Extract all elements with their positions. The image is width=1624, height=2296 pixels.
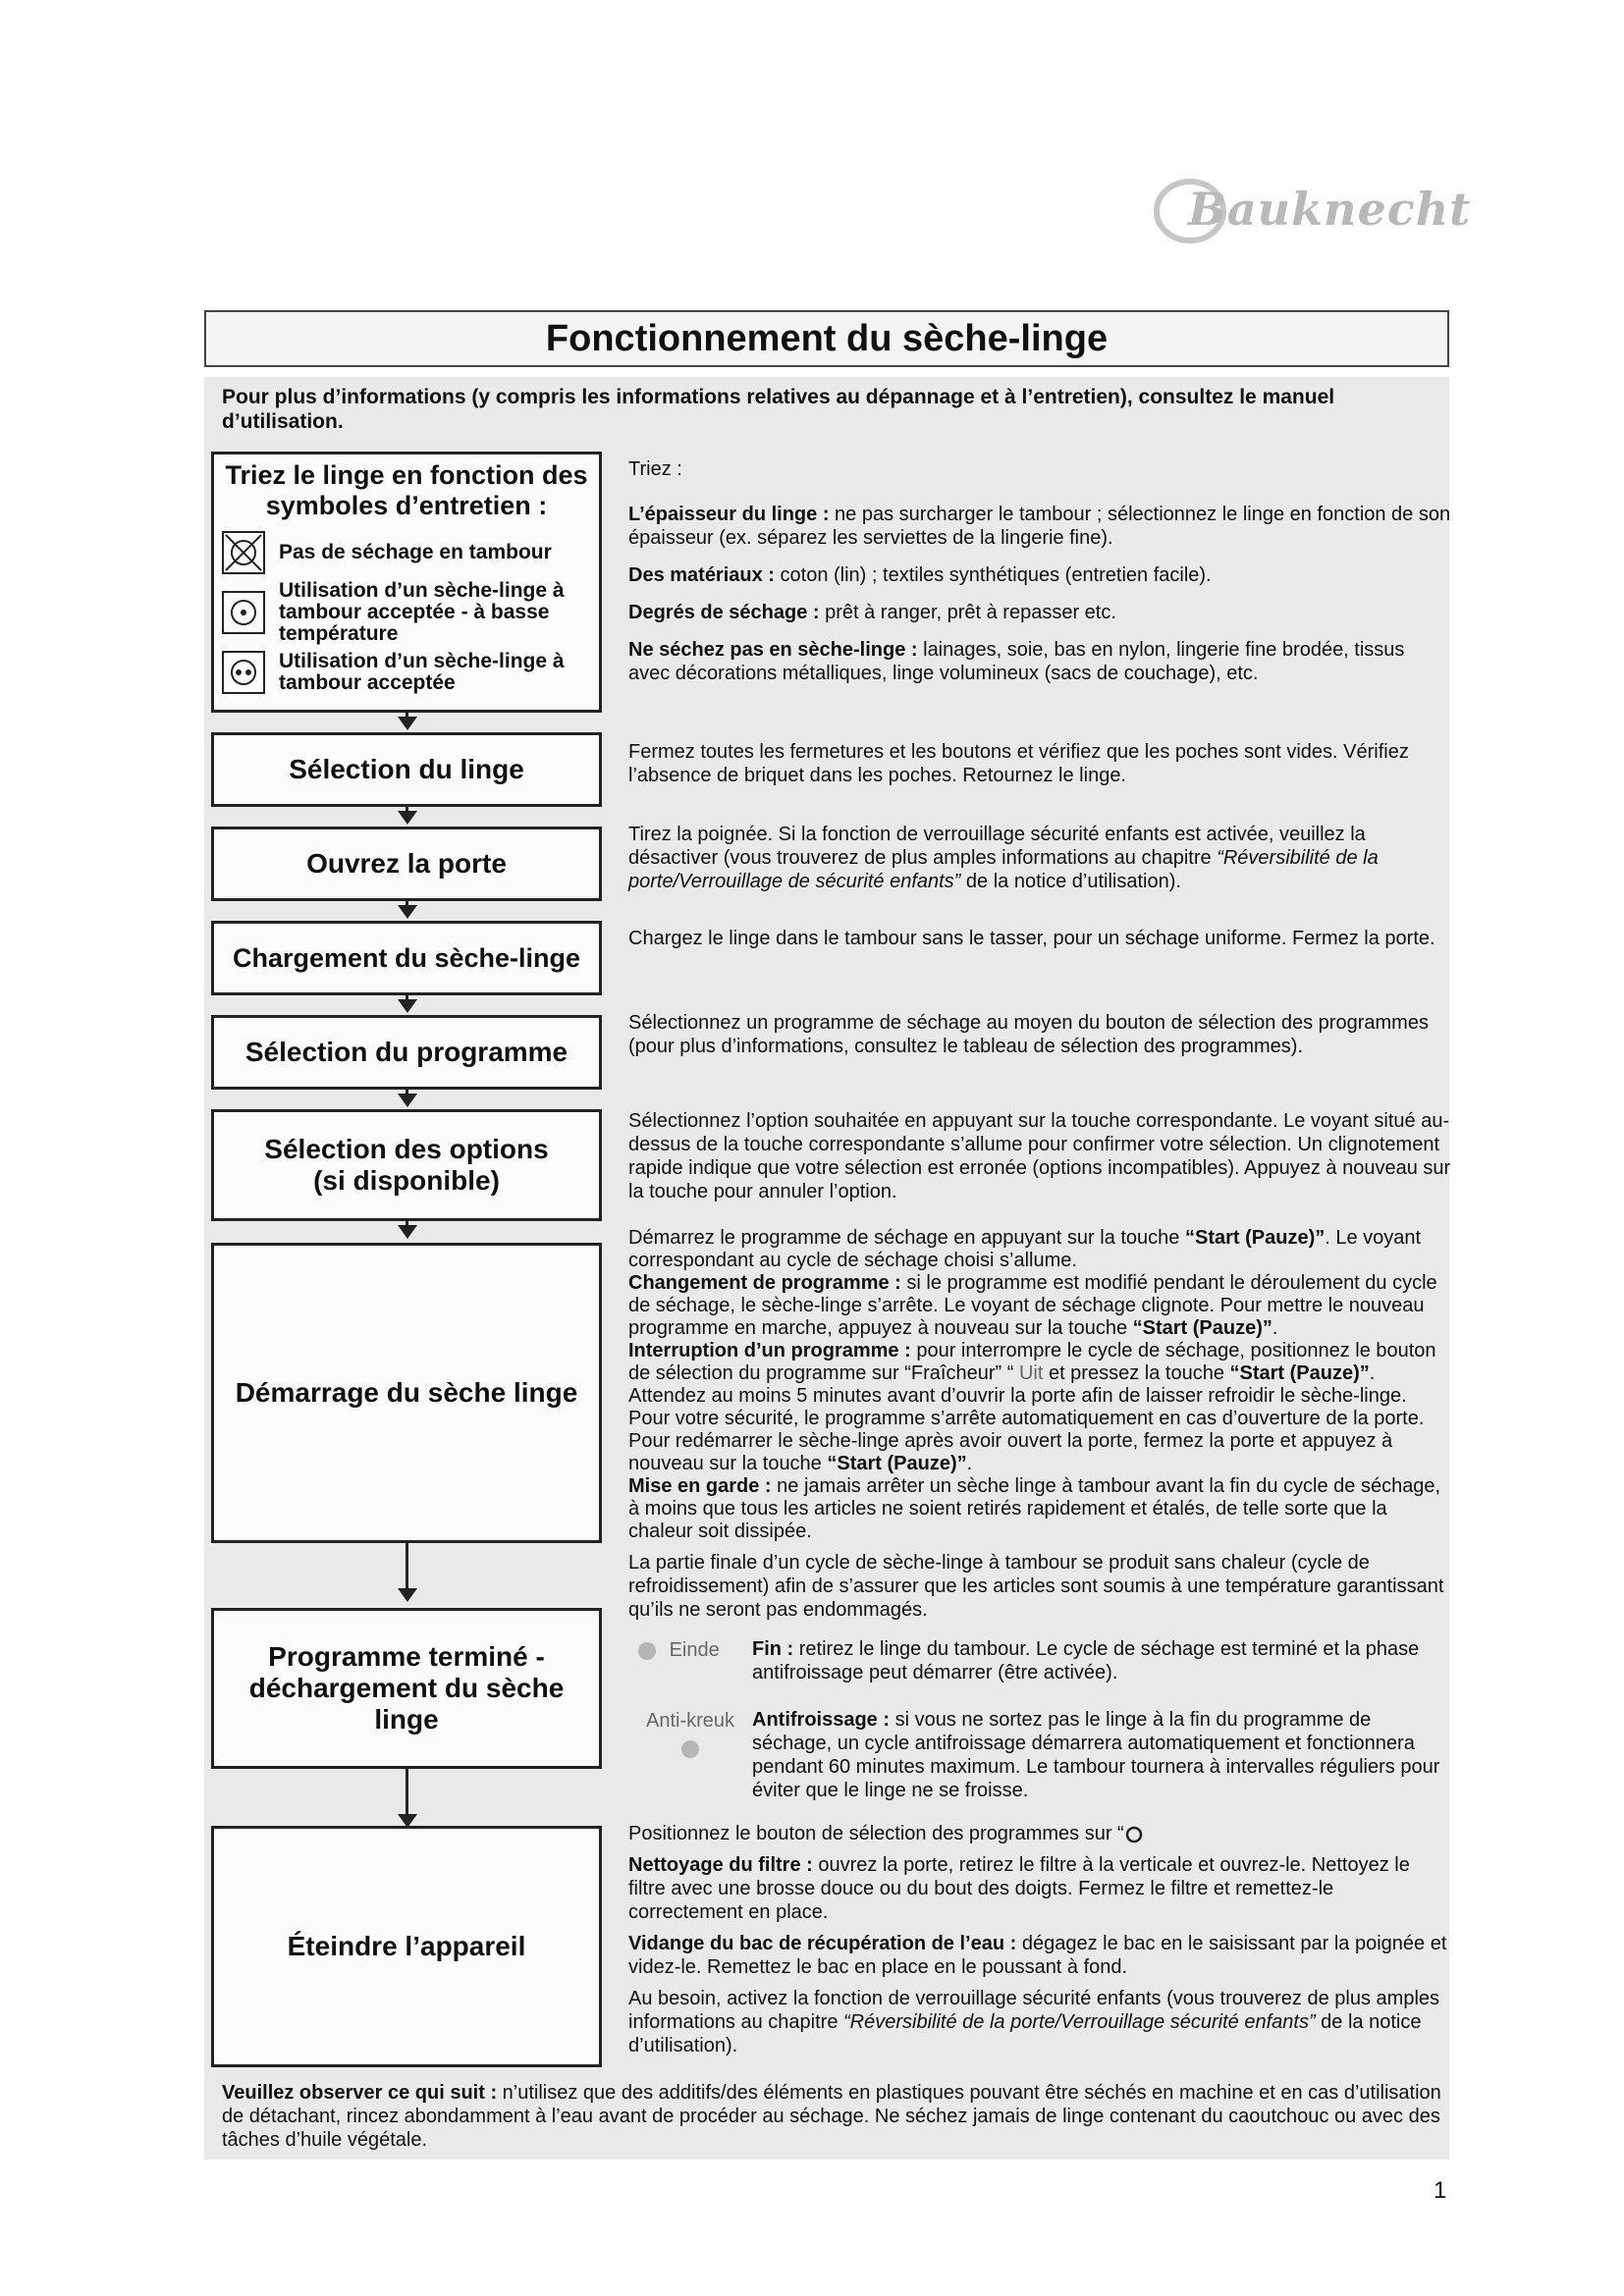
sort-degrees: Degrés de séchage : prêt à ranger, prêt à repasser etc.	[628, 602, 1116, 623]
symbol-row-low-temp	[222, 580, 591, 645]
sort-materials: Des matériaux : coton (lin) ; textiles synthétiques (entretien facile).	[628, 564, 1212, 586]
desc-demarrage-change: Changement de programme : si le programme est modifié pendant le déroulement du cycle de séchage, le sèche-linge s’arrête. Le voyant de séchage clignote. Pour mettre le nouveau programme en marche, appuyez à nouveau sur la touche “Start (Pauze)”.	[628, 1272, 1437, 1339]
footer-note: Veuillez observer ce qui suit : n’utilisez que des additifs/des éléments en plastiques pouvant être séchés en machine et en cas d’utilisation de détachant, rincez abondamment à l’eau avant de procéder au séchage. Ne séchez jamais de linge contenant du caoutchouc ou avec des tâches d’huile végétale.	[222, 2082, 1441, 2151]
flow-arrow-6-head	[398, 1225, 417, 1239]
flow-arrow-7	[406, 1543, 408, 1592]
einde-light-icon	[638, 1642, 656, 1660]
step-programme: Sélection du programme	[211, 1015, 602, 1090]
flow-arrow-1-head	[398, 717, 417, 730]
sort-no-dry: Ne séchez pas en sèche-linge : lainages, soie, bas en nylon, lingerie fine brodée, tissus avec décorations métalliques, linge volumineux (sacs de couchage), etc.	[628, 639, 1405, 684]
care-symbols-title: Triez le linge en fonction des symboles d’entretien :	[225, 460, 588, 520]
symbol-label-normal: Utilisation d’un sèche-linge à tambour acceptée	[279, 650, 565, 694]
desc-options: Sélectionnez l’option souhaitée en appuyant sur la touche correspondante. Le voyant situé au-dessus de la touche correspondante s’allume pour confirmer votre sélection. Un clignotement rapide indique que votre sélection est erronée (options incompatibles). Appuyez à nouveau sur la touche pour annuler l’option.	[628, 1110, 1451, 1202]
sort-lead: Triez :	[628, 458, 682, 480]
step-options: Sélection des options (si disponible)	[211, 1109, 602, 1221]
desc-eteindre-lock: Au besoin, activez la fonction de verrouillage sécurité enfants (vous trouverez de plus amples informations au chapitre “Réversibilité de la porte/Verrouillage sécurité enfants” de la notice d’utilisation).	[628, 1988, 1440, 2056]
flow-arrow-7-head	[398, 1588, 417, 1602]
off-position-icon	[1124, 1825, 1144, 1844]
care-symbols-box	[211, 452, 602, 713]
desc-eteindre-water: Vidange du bac de récupération de l’eau : dégagez le bac en le saisissant par la poignée et videz-le. Remettez le bac en place en le poussant à fond.	[628, 1933, 1447, 1978]
page-title: Fonctionnement du sèche-linge	[545, 317, 1109, 359]
antikreuk-indicator: Anti-kreuk	[636, 1710, 744, 1758]
uit-label: Uit	[1018, 1362, 1044, 1384]
tumble-dry-normal-icon	[222, 651, 265, 694]
desc-demarrage	[628, 1227, 1451, 1543]
desc-termine-intro: La partie finale d’un cycle de sèche-linge à tambour se produit sans chaleur (cycle de refroidissement) afin de s’assurer que les articles sont soumis à une température garantissant qu’ils ne seront pas endommagés.	[628, 1552, 1444, 1621]
desc-demarrage-warning: Mise en garde : ne jamais arrêter un sèche linge à tambour avant la fin du cycle de séchage, à moins que tous les articles ne soient retirés rapidement et étalés, de telle sorte que la chaleur soit dissipée.	[628, 1475, 1441, 1542]
desc-termine-antifroissage: Antifroissage : si vous ne sortez pas le linge à la fin du programme de séchage, un cycle antifroissage démarrera automatiquement et fonctionnera pendant 60 minutes maximum. Le tambour tournera à intervalles réguliers pour éviter que le linge ne se froisse.	[752, 1709, 1440, 1801]
page-title-box	[204, 310, 1449, 367]
desc-eteindre	[628, 1822, 1451, 2065]
page-number: 1	[1434, 2177, 1447, 2204]
flow-arrow-5-head	[398, 1094, 417, 1107]
antikreuk-light-icon	[681, 1740, 699, 1758]
sort-description	[628, 457, 1451, 693]
flow-arrow-2-head	[398, 811, 417, 825]
desc-eteindre-filter: Nettoyage du filtre : ouvrez la porte, retirez le filtre à la verticale et ouvrez-le. Nettoyez le filtre avec une brosse douce ou du bout des doigts. Fermez le filtre et remettez-le correctement en place.	[628, 1854, 1410, 1923]
intro-text: Pour plus d’informations (y compris les informations relatives au dépannage et à l’entretien), consultez le manuel d’utilisation.	[222, 386, 1335, 433]
brand-name: Bauknecht	[1188, 183, 1472, 236]
step-demarrage: Démarrage du sèche linge	[211, 1243, 602, 1543]
symbol-label-low-temp: Utilisation d’un sèche-linge à tambour acceptée - à basse température	[279, 579, 565, 645]
flow-arrow-8	[406, 1769, 408, 1818]
flow-arrow-4-head	[398, 999, 417, 1013]
symbol-row-no-dry	[222, 531, 591, 574]
flow-arrow-3-head	[398, 905, 417, 919]
desc-demarrage-interrupt: Interruption d’un programme : pour interrompre le cycle de séchage, positionnez le bouton de sélection du programme sur “Fraîcheur” “ Uit et pressez la touche “Start (Pauze)”. Attendez au moins 5 minutes avant d’ouvrir la porte afin de laisser refroidir le sèche-linge. Pour votre sécurité, le programme s’arrête automatiquement en cas d’ouverture de la porte. Pour redémarrer le sèche-linge après avoir ouvert la porte, fermez la porte et appuyez à nouveau sur la touche “Start (Pauze)”.	[628, 1340, 1436, 1474]
sort-thickness: L’épaisseur du linge : ne pas surcharger le tambour ; sélectionnez le linge en fonction de son épaisseur (ex. séparez les serviettes de la lingerie fine).	[628, 504, 1451, 549]
desc-eteindre-position: Positionnez le bouton de sélection des programmes sur “	[628, 1822, 1451, 1845]
symbol-label-no-dry: Pas de séchage en tambour	[279, 541, 552, 563]
step-termine: Programme terminé - déchargement du sèche linge	[211, 1608, 602, 1769]
no-tumble-dry-icon	[222, 531, 265, 574]
step-selection-linge: Sélection du linge	[211, 732, 602, 807]
desc-termine-fin: Fin : retirez le linge du tambour. Le cycle de séchage est terminé et la phase antifroissage peut démarrer (être activée).	[752, 1638, 1420, 1683]
desc-ouvrez-porte: Tirez la poignée. Si la fonction de verrouillage sécurité enfants est activée, veuillez la désactiver (vous trouverez de plus amples informations au chapitre “Réversibilité de la porte/Verrouillage de sécurité enfants” de la notice d’utilisation).	[628, 824, 1379, 892]
step-ouvrez-porte: Ouvrez la porte	[211, 827, 602, 901]
einde-indicator: Einde	[638, 1639, 720, 1662]
symbol-row-normal	[222, 651, 591, 694]
desc-programme: Sélectionnez un programme de séchage au moyen du bouton de sélection des programmes (pour plus d’informations, consultez le tableau de sélection des programmes).	[628, 1012, 1429, 1057]
tumble-dry-low-icon	[222, 591, 265, 634]
desc-chargement: Chargez le linge dans le tambour sans le tasser, pour un séchage uniforme. Fermez la porte.	[628, 928, 1435, 949]
step-chargement: Chargement du sèche-linge	[211, 921, 602, 995]
step-eteindre: Éteindre l’appareil	[211, 1826, 602, 2067]
desc-selection-linge: Fermez toutes les fermetures et les boutons et vérifiez que les poches sont vides. Vérifiez l’absence de briquet dans les poches. Retournez le linge.	[628, 741, 1409, 786]
desc-demarrage-start: Démarrez le programme de séchage en appuyant sur la touche “Start (Pauze)”. Le voyant correspondant au cycle de séchage choisi s’allume.	[628, 1227, 1422, 1271]
